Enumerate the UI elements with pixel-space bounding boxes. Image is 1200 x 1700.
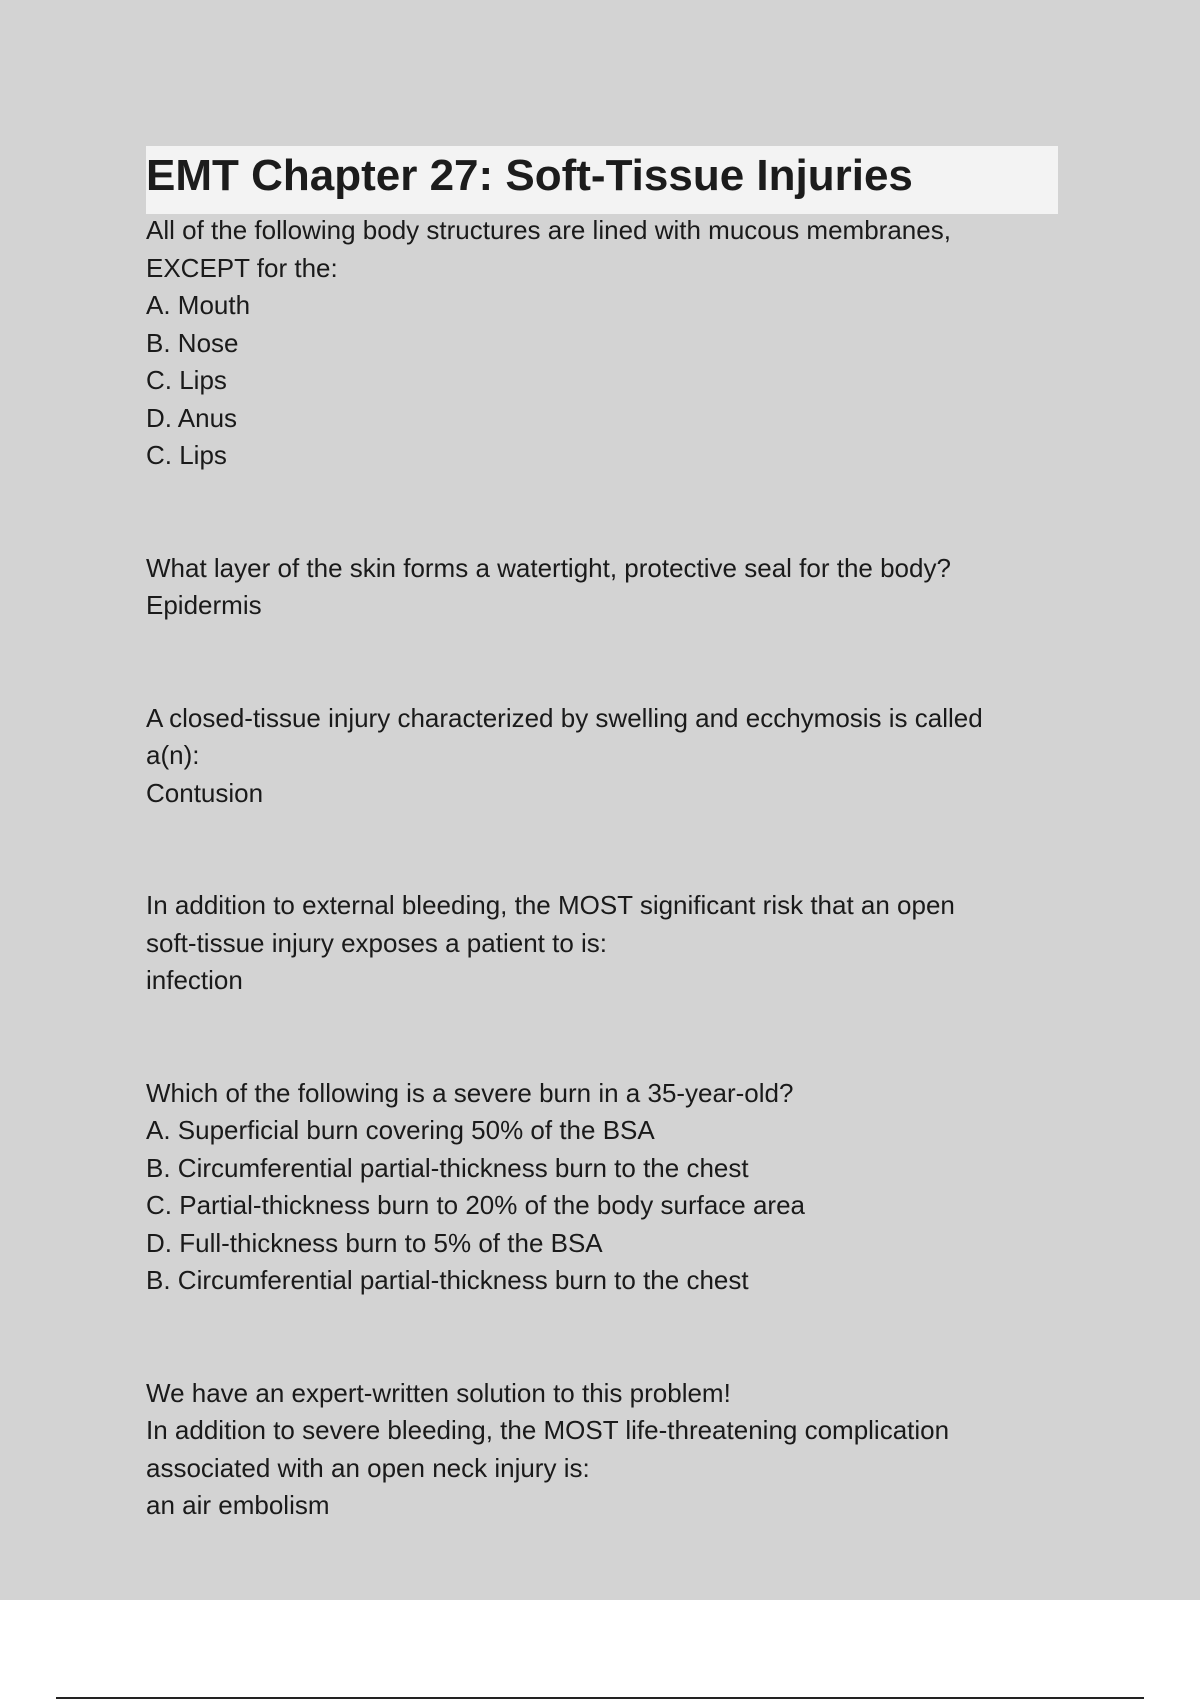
- answer-option: D. Anus: [146, 402, 238, 433]
- answer-line: an air embolism: [146, 1490, 330, 1520]
- answer-option: B. Nose: [146, 327, 239, 358]
- answer-option: A. Mouth: [146, 290, 251, 320]
- footer-divider: [56, 1697, 1144, 1699]
- document-content: [146, 212, 1066, 1525]
- question-line: What layer of the skin forms a watertight, protective seal for the body?: [146, 552, 951, 583]
- question-line: Which of the following is a severe burn in a 35-year-old?: [146, 1077, 794, 1108]
- question-line: In addition to severe bleeding, the MOST life-threatening complication: [146, 1415, 950, 1445]
- question-line: In addition to external bleeding, the MOST significant risk that an open: [146, 890, 955, 920]
- answer-option: D. Full-thickness burn to 5% of the BSA: [146, 1227, 603, 1258]
- qa-block-skin-layer: [146, 550, 1066, 625]
- qa-block-severe-burn: [146, 1075, 1066, 1300]
- answer-line: C. Lips: [146, 440, 227, 470]
- question-line: soft-tissue injury exposes a patient to is:: [146, 927, 608, 958]
- answer-option: C. Lips: [146, 365, 227, 395]
- document-title: EMT Chapter 27: Soft-Tissue Injuries: [146, 151, 913, 200]
- question-line: A closed-tissue injury characterized by swelling and ecchymosis is called: [146, 702, 983, 733]
- answer-line: infection: [146, 965, 243, 995]
- answer-line: Contusion: [146, 777, 264, 808]
- qa-block-open-injury-risk: [146, 887, 1066, 1000]
- question-line: EXCEPT for the:: [146, 252, 338, 283]
- question-line: All of the following body structures are lined with mucous membranes,: [146, 215, 951, 245]
- qa-block-mucous-membranes: [146, 212, 1066, 475]
- question-line: associated with an open neck injury is:: [146, 1452, 590, 1483]
- question-line: a(n):: [146, 740, 200, 770]
- qa-block-neck-injury: [146, 1375, 1066, 1525]
- answer-line: B. Circumferential partial-thickness burn to the chest: [146, 1265, 749, 1295]
- solution-notice: We have an expert-written solution to this problem!: [146, 1377, 731, 1408]
- answer-option: C. Partial-thickness burn to 20% of the body surface area: [146, 1190, 806, 1220]
- qa-block-closed-injury: [146, 700, 1066, 813]
- answer-option: B. Circumferential partial-thickness burn to the chest: [146, 1152, 749, 1183]
- answer-line: Epidermis: [146, 590, 262, 620]
- answer-option: A. Superficial burn covering 50% of the BSA: [146, 1115, 655, 1145]
